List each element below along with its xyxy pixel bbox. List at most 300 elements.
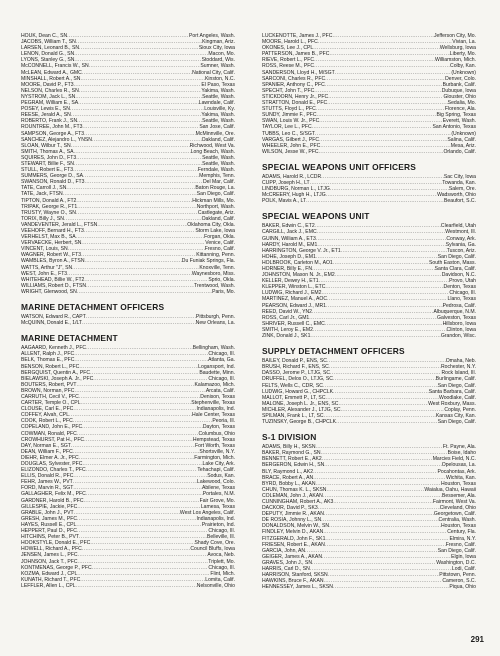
hometown: Everett, Wash. (442, 118, 476, 125)
hometown: National City, Calif. (192, 69, 235, 76)
member-name-rate: VINCENT, Louis, SN (21, 246, 68, 253)
hometown: Baudette, Minn. (199, 369, 235, 376)
member-name-rate: HOWELL, Richard A., PFC (21, 546, 82, 553)
member-name-rate: BRACE, Robert A., AN (262, 474, 314, 481)
roster-entry (262, 333, 476, 339)
hometown: Waialua, Oahu, Hawaii (424, 486, 476, 493)
hometown: Kansas City, Kan. (435, 412, 476, 419)
member-name-rate: STEWART, Billie F., SN (21, 160, 74, 167)
hometown: West Los Angeles, Calif. (179, 509, 235, 516)
section-heading: S-1 DIVISION (262, 432, 317, 443)
hometown: Dayton, Texas (202, 424, 235, 431)
hometown: Opelousas, La. (441, 462, 476, 469)
member-name-rate: REESE, Jerald A., SN (21, 112, 71, 119)
hometown: Richwood, West Va. (189, 142, 235, 149)
member-name-rate: COFFEY, Alvah, CPL (21, 412, 70, 419)
member-name-rate: MARTINEZ, Manuel A., AOC (262, 296, 328, 303)
hometown: Peoria, Ill. (212, 418, 235, 425)
member-name-rate: SAMPSON, George A., FT3 (21, 130, 85, 137)
dot-leader (76, 583, 197, 589)
hometown: Kingman, Ariz. (202, 39, 235, 46)
hometown: Chicago, Ill. (208, 564, 235, 571)
hometown: Seattle, Wash. (202, 118, 235, 125)
hometown: Lawndale, Calif. (198, 100, 235, 107)
hometown: Provo, Utah (449, 278, 476, 285)
member-name-rate: COLEMAN, John J., AKAN (262, 492, 323, 499)
member-name-rate: McQUINN, Donald E., 1/LT (21, 320, 83, 327)
member-name-rate: TATE, Carroll J., SN (21, 185, 67, 192)
hometown: Chicago, Ill. (449, 290, 476, 297)
member-name-rate: HENNESSEY, James L., SKSN (262, 584, 333, 591)
hometown: Hale Center, Texas (192, 412, 235, 419)
dot-leader (77, 289, 212, 295)
hometown: Conway, Ark. (446, 235, 476, 242)
hometown: (Unknown) (451, 69, 476, 76)
hometown: Portales, N.M. (202, 491, 235, 498)
hometown: Mesa, Ariz. (450, 142, 476, 149)
hometown: Kinston, N.C. (204, 75, 235, 82)
member-name-rate: FEHR, James W., PVT (21, 479, 73, 486)
member-name-rate: DONALDSON, Melvin W., SN (262, 523, 330, 530)
dot-leader (306, 198, 444, 204)
member-name-rate: KOZMA, Edward J., CPL (21, 570, 78, 577)
member-name-rate: CARRUTH, Cecil V., PFC (21, 393, 79, 400)
member-name-rate: PEGRAM, William E., SA (21, 100, 79, 107)
member-name-rate: HOUK, Dean C., SN (21, 33, 68, 39)
hometown: Abilene, Texas (201, 485, 235, 492)
member-name-rate: MOORE, Harold L., PFC (262, 39, 318, 46)
hometown: Sumner, Wash. (200, 63, 235, 70)
member-name-rate: DE ROSIA, Johnny L., SN (262, 517, 322, 524)
member-name-rate: SWANSON, Ronald D., FT3 (21, 179, 85, 186)
hometown: Storm Lake, Iowa (195, 228, 235, 234)
member-name-rate: SUNDY, Jimmie F., PFC (262, 112, 317, 119)
hometown: Bessemer, Ala. (442, 492, 476, 499)
hometown: Wichita, Kan. (445, 474, 476, 481)
hometown: Arcata, Calif. (205, 387, 235, 394)
member-name-rate: HOOKSTYLE, Donald E., PFC (21, 540, 91, 547)
hometown: Albuquerque, N.M. (433, 308, 476, 315)
member-name-rate: BRUSH, Richard F., ENS, SC (262, 364, 329, 371)
member-name-rate: WRIGHT, Glenwood, SN (21, 288, 77, 295)
hometown: Rock Island, Ill. (441, 370, 476, 377)
hometown: Indianapolis, Ind. (196, 406, 235, 413)
hometown: Northport, Wash. (196, 203, 235, 210)
hometown: San Diego, Calif. (437, 382, 476, 389)
hometown: Towanda, Kan. (442, 179, 476, 186)
member-name-rate: HARRISON, Stanford, SKSN (262, 572, 328, 579)
member-name-rate: WAMBLES, Byron A., FTSN (21, 258, 85, 265)
hometown: Coplay, Penn. (444, 406, 476, 413)
member-name-rate: McCONNELL, Francis W., SN (21, 63, 89, 70)
member-name-rate: SARCONI, Charles R., PFC (262, 75, 326, 82)
member-name-rate: GARCIA, John, AN (262, 547, 306, 554)
hometown: Kalamazoo, Mich. (194, 381, 235, 388)
hometown: South Easton, Mass. (428, 259, 476, 266)
hometown: Seattle, Wash. (202, 160, 235, 167)
member-name-rate: WHITEHEAD, Billie W., FT2 (21, 276, 85, 283)
hometown: San Diego, Calif. (437, 547, 476, 554)
member-name-rate: DACKOR, David P., SK3 (262, 505, 318, 512)
hometown: Oakland, Calif. (201, 215, 235, 222)
roster-entry (262, 419, 476, 425)
member-name-rate: SUMMERS, George D., SA (21, 173, 83, 180)
hometown: Louisville, Ky. (204, 106, 235, 113)
hometown: Glouster, Ohio (443, 93, 476, 100)
hometown: Colby, Kan. (450, 63, 476, 70)
hometown: Stephenville, Texas (191, 400, 235, 407)
member-name-rate: TUBBS, Leo C., S/SGT (262, 130, 315, 137)
roster-entry (21, 583, 235, 589)
member-name-rate: BAILEY, Donald P., ENS, SC (262, 358, 327, 365)
member-name-rate: NYSTROM, Jack L., SN (21, 93, 76, 100)
member-name-rate: TIPTON, Donald A., FT2 (21, 197, 77, 204)
member-name-rate: JACOBS, William T., SN (21, 39, 76, 46)
member-name-rate: AAGAARD, Kenneth J., PFC (21, 345, 87, 352)
dot-leader (319, 149, 444, 155)
hometown: Del Mar, Calif. (203, 179, 235, 186)
section-heading: SUPPLY DETACHMENT OFFICERS (262, 346, 405, 357)
member-name-rate: DAY, Norman E., SGT (21, 442, 71, 449)
hometown: Farmington, Mich. (194, 454, 235, 461)
hometown: Memphis, Tenn. (199, 173, 235, 180)
member-name-rate: JOHNSON, Jack T., PFC (21, 558, 78, 565)
dot-leader (310, 333, 440, 339)
hometown: Florence, Ala. (444, 106, 476, 113)
member-name-rate: CLOUSE, Carl E., PFC (21, 406, 74, 413)
hometown: Fort Worth, Texas (194, 442, 235, 449)
member-name-rate: WILSON, Jesse W., PFC (262, 148, 319, 155)
member-name-rate: GRABLE, John J., PVT (21, 509, 74, 516)
hometown: Lodi, Calif. (451, 566, 476, 573)
hometown: Sylvania, Ga. (445, 241, 476, 248)
hometown: Flint, Mich. (210, 570, 235, 577)
member-name-rate: ROUNTREE, John M., FT3 (21, 124, 83, 131)
hometown: (Unknown) (451, 130, 476, 137)
member-name-rate: HAWKINS, Bruce F., AKAN (262, 578, 324, 585)
member-name-rate: KONTMENAS, George P., PFC (21, 564, 92, 571)
hometown: Lamesa, Texas (200, 503, 235, 510)
member-name-rate: MOORE, David P., FT3 (21, 81, 74, 88)
hometown: Chicago, Ill. (208, 528, 235, 535)
hometown: Fresno, Calif. (445, 541, 476, 548)
member-name-rate: CUNNINGHAM, Robert A., AK3 (262, 499, 334, 505)
hometown: McMinnville, Ore. (195, 130, 235, 137)
member-name-rate: BENSON, Robert L., PFC (21, 363, 80, 370)
hometown: Castlegate, Ariz. (197, 209, 235, 216)
hometown: Nelsonville, Ohio (196, 582, 235, 589)
hometown: Tuscon, Ariz. (446, 247, 476, 254)
member-name-rate: POSEY, Lewis E., SN (21, 106, 70, 113)
hometown: Trentwood, Wash. (194, 282, 235, 289)
hometown: Long Beach, Wash. (190, 148, 235, 155)
member-name-rate: VARGAS, Gilbert J., PFC (262, 136, 320, 143)
member-name-rate: SPANIER, Anthony C., PFC (262, 81, 325, 88)
hometown: Big Spring, Texas (436, 112, 476, 119)
member-name-rate: BOUTERS, Robert, PVT (21, 381, 77, 388)
member-name-rate: KUNATH, Richard T., PFC (21, 576, 81, 583)
hometown: Chicago, Ill. (208, 375, 235, 382)
member-name-rate: COPELAND, John E., PFC (21, 424, 83, 431)
hometown: Grandon, Wisc. (440, 333, 476, 340)
hometown: Denver, Colo. (445, 75, 476, 82)
member-name-rate: SQUIRES, John D., FT3 (21, 154, 77, 161)
hometown: Venice, Calif. (205, 240, 235, 247)
member-name-rate: WATTS, Arthur "J", SN (21, 264, 73, 271)
member-name-rate: WHEELER, John E., PFC (262, 142, 321, 149)
member-name-rate: TATE, Jack, FTSN (21, 191, 63, 198)
member-name-rate: WATSON, Edward R., CAPT (21, 314, 86, 321)
member-name-rate: JENSEN, James L., PFC (21, 552, 78, 559)
hometown: Vivian, La. (452, 39, 476, 46)
hometown: Columbus, Ohio (198, 430, 235, 437)
hometown: Wellsburg, Iowa (439, 45, 476, 52)
hometown: Cleveland, Ohio (439, 505, 476, 512)
hometown: Fresno, Calif. (204, 246, 235, 253)
hometown: Cameron, S.C. (442, 578, 476, 585)
member-name-rate: PEARSON, Edward J., MR1 (262, 302, 326, 309)
hometown: Yakima, Wash. (201, 112, 235, 119)
hometown: Burlingame, Calif. (435, 376, 476, 383)
hometown: Oakland, Calif. (201, 136, 235, 143)
hometown: Denton, Texas (443, 284, 476, 291)
member-name-rate: HITCHINS, Peter B., PVT (21, 534, 80, 541)
roster-entry (21, 320, 235, 326)
hometown: San Diego, Calif. (437, 419, 476, 426)
hometown: Galveston, Texas (437, 314, 476, 321)
member-name-rate: SMITH, Leroy E., EM2 (262, 326, 313, 333)
member-name-rate: COOK, Robert L., PFC (21, 418, 73, 425)
member-name-rate: SMITH, Thomas A., SA (21, 148, 74, 155)
member-name-rate: CROWHURST, Pat H., PFC (21, 436, 85, 443)
hometown: Lomita, Calif. (205, 576, 235, 583)
member-name-rate: SPILMAN, Frank L., LT, SC (262, 412, 324, 419)
roster-entry (262, 584, 476, 590)
member-name-rate: SPECHT, John T., PFC (262, 87, 315, 94)
hometown: Pittstown, Penn. (439, 572, 476, 579)
member-name-rate: FELTS, Wells C., CDR, SC (262, 382, 323, 389)
hometown: San Diego, Calif. (437, 253, 476, 260)
member-name-rate: LYONS, Stanley G., SN (21, 57, 75, 64)
member-name-rate: WAGNER, Robert W., FT3 (21, 252, 82, 259)
hometown: Elmira, N.Y. (449, 535, 476, 542)
member-name-rate: DOUGLAS, Sylvester, PFC (21, 461, 83, 467)
hometown: Sioux City, Iowa (198, 45, 235, 52)
member-name-rate: BERGQUIST, Quentin A., PFC (21, 369, 91, 376)
member-name-rate: ROBERTO, Frank J., SN (21, 118, 78, 125)
hometown: Marcies Field, N.C. (432, 456, 476, 463)
hometown: Santa Barbara, Calif. (428, 388, 476, 395)
hometown: Georgetown, Calif. (433, 511, 476, 518)
member-name-rate: RIEVE, Robert L., PFC (262, 57, 315, 64)
member-name-rate: TORIX, Billy J., SN (21, 215, 64, 222)
member-name-rate: GILLESPIE, Jackie, PFC (21, 503, 78, 510)
hometown: Beaufort, S.C. (444, 198, 476, 205)
section-heading: SPECIAL WEAPONS UNIT (262, 211, 370, 222)
member-name-rate: HAYES, Russell E., CPL (21, 521, 77, 528)
hometown: Lake City, Ark. (202, 461, 235, 467)
member-name-rate: MICHLER, Alexander J., LTJG, SC (262, 406, 341, 413)
hometown: Paris, Mo. (212, 288, 235, 295)
member-name-rate: SLOAN, Wilbur T., SN (21, 142, 71, 149)
member-name-rate: GRAVES, John J., SN (262, 559, 313, 566)
hometown: Rochester, N.Y. (440, 364, 476, 371)
dot-leader (82, 320, 196, 326)
hometown: Elgin, Iowa (451, 553, 476, 560)
hometown: Avoca, Neb. (207, 552, 235, 559)
hometown: Bellingham, Wash. (192, 345, 235, 352)
member-name-rate: HEPPERT, Paul D., PFC (21, 528, 77, 535)
hometown: Sodus, Kan. (207, 473, 235, 480)
member-name-rate: SHRIVER, Russell C., EMC (262, 320, 325, 327)
hometown: Denison, Texas (200, 393, 235, 400)
hometown: El Paso, Texas (201, 81, 235, 88)
hometown: Omaha, Neb. (445, 358, 476, 365)
hometown: Salina, Calif. (447, 136, 476, 143)
member-name-rate: GEIGER, James A., AKAN (262, 553, 323, 560)
member-name-rate: POLK, Mavis A., LT (262, 198, 307, 205)
member-name-rate: BERGERON, Edwin H., SN (262, 462, 325, 469)
member-name-rate: DRUFFEL, Delos O., LTJG, SC (262, 376, 333, 383)
member-name-rate: BYRD, Bobby L., AKAN (262, 480, 316, 487)
member-name-rate: BIELAWSKI, Joseph A. Jr., PFC (21, 375, 94, 382)
member-name-rate: CARTER, Temple O., CPL (21, 400, 81, 407)
member-name-rate: JOHNSTON, Mason N. Jr., EM2 (262, 272, 335, 279)
section-heading: SPECIAL WEAPONS UNIT OFFICERS (262, 161, 417, 172)
hometown: Yakima, Wash. (201, 87, 235, 94)
hometown: Hillsboro, Iowa (442, 320, 476, 327)
hometown: Forgan, Okla. (204, 234, 235, 241)
hometown: Clearfield, Utah (440, 223, 476, 230)
roster-entry (262, 149, 476, 155)
member-name-rate: KLEPPER, Winston L., ETC (262, 284, 326, 291)
hometown: Macon, Mo. (208, 51, 235, 58)
member-name-rate: ROSS, Carl Jr., GM1 (262, 314, 310, 321)
hometown: New Orleans, La. (195, 320, 235, 327)
member-name-rate: CUPP, Joseph H., LT (262, 179, 310, 186)
hometown: Belleville, Ill. (206, 534, 235, 541)
hometown: Wadsworth, Ohio (437, 192, 476, 199)
member-name-rate: HOHE, Joseph D., EM1 (262, 253, 316, 260)
hometown: Pedrosa, Calif. (442, 302, 476, 309)
hometown: Council Bluffs, Iowa (190, 546, 235, 553)
hometown: Jefferson City, Mo. (434, 33, 476, 39)
member-name-rate: WEST, John E., FT3 (21, 270, 68, 277)
dot-leader (336, 419, 438, 425)
hometown: Burbank, Calif. (442, 81, 476, 88)
hometown: Fairmont, West Va. (432, 499, 476, 505)
hometown: Washington, D.C. (436, 559, 476, 566)
member-name-rate: BROWN, Norman, PFC (21, 387, 75, 394)
member-name-rate: OKONES, Lee J., CPL (262, 45, 314, 52)
member-name-rate: TAYLOR, Lee L., PFC (262, 124, 312, 131)
hometown: San Jose, Calif. (199, 124, 235, 131)
hometown: Westmont, Ill. (445, 229, 476, 236)
member-name-rate: ELIZONDO, Charles T., PFC (21, 467, 86, 474)
member-name-rate: CHUN, Thomas K. L., SKSN (262, 486, 327, 493)
member-name-rate: FORD, Marvin R., SGT (21, 485, 74, 492)
member-name-rate: HOLBROOK, Carleton M., AO1 (262, 259, 333, 266)
hometown: Orlando, Calif. (443, 148, 476, 155)
right-column (262, 33, 476, 590)
hometown: San Diego, Calif. (196, 191, 235, 198)
member-name-rate: WILLIAMS, Robert D., FTSN (21, 282, 87, 289)
roster-entry (21, 289, 235, 295)
member-name-rate: NELSON, Charles R., SN (21, 87, 79, 94)
hometown: Prairieton, Ind. (201, 521, 235, 528)
member-name-rate: FINDLEY, Melvin D., AKAN (262, 529, 324, 536)
member-name-rate: LENON, Donald G., SN (21, 51, 75, 58)
member-name-rate: TRIPAK, George R., FT1 (21, 203, 78, 210)
member-name-rate: LARSEN, Leonard B., SN (21, 45, 80, 52)
member-name-rate: GUINN, William A., ET3 (262, 235, 316, 242)
hometown: Hempstead, Texas (192, 436, 235, 443)
member-name-rate: STULL, Robert E., FT3 (21, 167, 74, 174)
hometown: Liberty, Mo. (449, 51, 476, 58)
hometown: San Antonio, Texas (432, 124, 476, 131)
hometown: Houston, Texas (440, 480, 476, 487)
member-name-rate: VANDEVENTER, Jerald L., FTSN (21, 221, 98, 228)
hometown: Knoxville, Tenn. (199, 264, 235, 271)
member-name-rate: TUZINSKY, George B., CHPCLK (262, 419, 337, 426)
hometown: Pocahontas, Ark. (437, 468, 476, 475)
member-name-rate: DEAN, William F., PFC (21, 448, 73, 455)
hometown: Port Angeles, Wash. (189, 33, 235, 39)
hometown: Oklahoma City, Okla. (187, 221, 235, 228)
member-name-rate: LUDWIG, Howard G., CHPCLK (262, 388, 334, 395)
member-name-rate: SWAN, Louis W. Jr., PFC (262, 118, 320, 125)
hometown: Atlanta, Ga. (208, 357, 235, 364)
hometown: Centralia, Wash. (438, 517, 476, 524)
hometown: Indianapolis, Ind. (196, 515, 235, 522)
member-name-rate: HORNER, Billy E., FN (262, 266, 313, 272)
member-name-rate: MALONE, Joseph L. Jr., ENS, SC (262, 400, 339, 407)
hometown: Houston, Texas (440, 523, 476, 530)
hometown: Pittsburgh, Penn. (195, 314, 235, 321)
left-column (21, 33, 235, 589)
hometown: Ft. Payne, Ala. (442, 444, 476, 451)
hometown: Woodlake, Calif. (439, 394, 476, 401)
dot-leader (333, 584, 449, 590)
hometown: Fair Grove, Mo. (199, 497, 235, 504)
hometown: Stoddard, Wis. (201, 57, 235, 64)
hometown: Ferndale, Wash. (197, 167, 235, 174)
hometown: Williamston, Mich. (434, 57, 476, 64)
hometown: Hickman Mills, Mo. (192, 197, 235, 204)
member-name-rate: KELLER, Dewey H., ET1 (262, 278, 319, 285)
hometown: Santa Clara, Calif. (434, 266, 476, 272)
member-name-rate: FITZGERALD, John F., SK1 (262, 535, 326, 542)
hometown: Seattle, Wash. (202, 93, 235, 100)
hometown: Tehachapi, Calif. (197, 467, 235, 474)
hometown: Triplett, Mo. (208, 558, 235, 565)
member-name-rate: COWMAN, Ronald, PFC (21, 430, 77, 437)
hometown: Kittanning, Penn. (196, 252, 235, 259)
hometown: Lakewood, Colo. (197, 479, 235, 486)
hometown: Shortsville, N.Y. (199, 448, 235, 455)
hometown: Baton Rouge, La. (195, 185, 235, 192)
hometown: Davidson, N.C. (441, 272, 476, 279)
member-name-rate: McCREERY, Hugh H., LTJG (262, 192, 326, 199)
hometown: Salem, Ore. (448, 186, 476, 193)
member-name-rate: McLEAN, Edward A., GMC (21, 69, 82, 76)
member-name-rate: BELK, Thomas E., PFC (21, 357, 75, 364)
member-name-rate: VERHELST, Max B., SA (21, 234, 76, 241)
member-name-rate: HARRINGTON, George V. Jr., ET1 (262, 247, 341, 254)
hometown: Sac City, Iowa (443, 173, 476, 180)
hometown: Clinton, Iowa (446, 326, 476, 333)
member-name-rate: LINDBURG, Norman L., LTJG (262, 186, 330, 193)
